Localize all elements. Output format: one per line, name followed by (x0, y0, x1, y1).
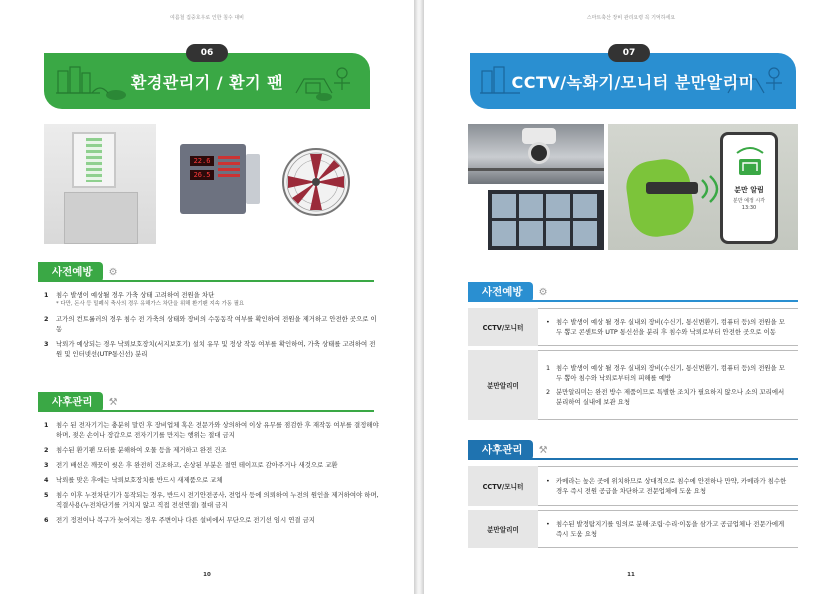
ventilation-fan-photo (280, 146, 352, 218)
chapter-title: 환경관리기 / 환기 팬 (130, 72, 284, 92)
section-header-aftercare (38, 392, 374, 412)
monitor-wall-photo (488, 190, 604, 250)
aftercare-table (468, 462, 798, 552)
aftercare-list (44, 420, 380, 530)
control-panel-photo (178, 140, 262, 216)
prevention-table (468, 304, 798, 424)
row-label: 분만알리미 (468, 510, 538, 548)
table-row: CCTV/모니터 • 침수 발생이 예상 될 경우 실내외 장비(수신기, 통신변환기, 컴퓨터 등)의 전원을 모두 뽑고 콘센트와 UTP 통신선을 분리 후 침수와 낙뢰로부터 안전한 곳으로 이동 (468, 308, 798, 346)
section-label: 사전예방 (468, 282, 533, 302)
section-header-prevention (468, 282, 798, 302)
section-label: 사전예방 (38, 262, 103, 282)
list-item: 4 낙뢰를 맞은 후에는 낙뢰보호장치를 반드시 새제품으로 교체 (44, 476, 223, 484)
footnote: * 다만, 돈사 등 밀폐식 축사의 경우 유해가스 차단을 위해 환기팬 지속 가동 필요 (56, 301, 245, 307)
book-gutter (414, 0, 424, 594)
list-item: 3 낙뢰가 예상되는 경우 낙뢰보호장치(서지보호기) 설치 유무 및 정상 작동 여부를 확인하여, 가축 상태를 고려하여 전원 및 인터넷선(UTP통신선) 분리 (44, 340, 376, 358)
chapter-number-badge: 07 (608, 44, 650, 62)
chapter-title: CCTV/녹화기/모니터 분만알리미 (511, 72, 755, 92)
table-row: 분만알리미 1 침수 발생이 예상 될 경우 실내외 장비(수신기, 통신변환기, 컴퓨터 등)의 전원을 모두 뽑아 침수와 낙뢰로부터의 피해를 예방 2 분만알리미는 완전 방수 제품이므로 특별한 조치가 필요하지 않으나 소의 꼬리에서 분리하여 실내에 보관 요청 (468, 350, 798, 420)
page-right (424, 0, 838, 594)
tools-icon: ⚒ (108, 396, 118, 408)
running-head: 여름철 집중호우로 인한 침수 대비 (170, 15, 244, 21)
phone-alert-title: 분만 알림 (734, 186, 764, 194)
table-row: CCTV/모니터 • 카메라는 높은 곳에 위치하므로 상대적으로 침수에 안전하나 만약, 카메라가 침수한 경우 즉시 전원 공급을 차단하고 전문업체에 도움 요청 (468, 466, 798, 506)
page-number: 10 (203, 572, 211, 578)
chapter-number-badge: 06 (186, 44, 228, 62)
section-header-prevention (38, 262, 374, 282)
phone-alert-time: 13:30 (741, 205, 757, 211)
cctv-camera-photo (468, 124, 604, 184)
gear-icon: ⚙ (108, 266, 118, 278)
list-item: 1 침수 된 전자기기는 충분히 말린 후 장비업체 혹은 전문가와 상의하여 이상 유무를 점검한 후 재작동 여부를 결정해야 하며, 젖은 손이나 장갑으로 전자기기를 만지는 행위는 절대 금지 (44, 421, 379, 439)
running-head: 스마트축산 장비 관리요령 꼭 기억하세요 (586, 15, 676, 21)
tools-icon: ⚒ (538, 444, 548, 456)
list-item: 3 전기 배선은 깨끗이 씻은 후 완전히 건조하고, 손상된 부분은 절연 테이프로 감아주거나 새것으로 교환 (44, 461, 338, 469)
section-header-aftercare (468, 440, 798, 460)
table-row: 분만알리미 • 침수된 발정탐지기를 임의로 분해·조립·수리·이동을 삼가고 공급업체나 전문가에게 즉시 도움 요청 (468, 510, 798, 548)
phone-alert-line: 분만 예정 시각 (732, 198, 766, 204)
row-label: CCTV/모니터 (468, 466, 538, 506)
controller-display-1: 22.6 (190, 156, 214, 166)
list-item: 5 침수 이후 누전차단기가 동작되는 경우, 반드시 전기안전공사, 전업사 등에 의뢰하여 누전의 원인을 제거하여야 하며, 직결사용(누전차단기를 거치지 않고 직접 전선연결) 절대 금지 (44, 491, 379, 509)
page-number: 11 (627, 572, 635, 578)
list-item: 2 침수된 환기팬 모터를 분해하여 오물 등을 제거하고 완전 건조 (44, 446, 227, 454)
fan-icon (280, 146, 352, 218)
list-item: 6 전기 정전이나 복구가 늦어지는 경우 주변이나 다른 설비에서 무단으로 전기선 임시 연결 금지 (44, 516, 315, 524)
row-label: CCTV/모니터 (468, 308, 538, 346)
prevention-list (44, 290, 380, 364)
list-item: 1 침수 발생이 예상될 경우 가축 상태 고려하여 전원을 차단 * 다만, 돈사 등 밀폐식 축사의 경우 유해가스 차단을 위해 환기팬 지속 가동 필요 (44, 291, 245, 307)
section-label: 사후관리 (38, 392, 103, 412)
row-label: 분만알리미 (468, 350, 538, 420)
list-item: 2 고가의 컨트롤러의 경우 침수 전 가축의 상태와 장비의 수동동작 여부를 확인하여 전원을 제거하고 안전한 곳으로 이동 (44, 315, 377, 333)
phone-mockup (720, 132, 778, 244)
page-left (0, 0, 414, 594)
cow-alert-icon (731, 143, 769, 181)
environment-controller-photo (44, 124, 156, 244)
calving-alarm-photo (608, 124, 798, 250)
controller-display-2: 26.5 (190, 170, 214, 180)
section-label: 사후관리 (468, 440, 533, 460)
gear-icon: ⚙ (538, 286, 548, 298)
